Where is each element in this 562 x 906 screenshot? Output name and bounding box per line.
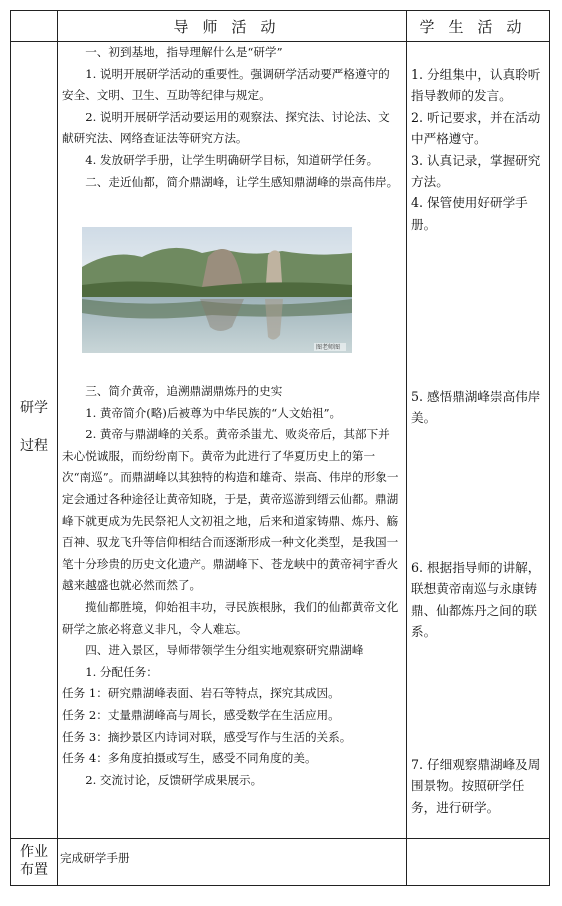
section-3-title: 三、简介黄帝，追溯鼎湖鼎炼丹的史实 <box>85 384 283 398</box>
teacher-column-header: 导师活动 <box>173 17 290 36</box>
task-4: 任务 4：多角度拍摄或写生，感受不同角度的美。 <box>62 751 317 766</box>
dinghu-peak-photo <box>82 227 352 353</box>
section-3-closing: 揽仙都胜境，仰始祖丰功，寻民族根脉，我们的仙都黄帝文化研学之旅必将意义非凡，令人难忘。 <box>62 599 399 636</box>
student-activity-5-block <box>411 386 543 429</box>
student-activity-6-block <box>411 557 543 643</box>
column-divider-left <box>57 11 58 885</box>
column-divider-right <box>406 11 407 885</box>
section-1-item-2: 2. 说明开展研学活动要运用的观察法、探究法、讨论法、文献研究法、网络查证法等研究方法。 <box>62 109 390 146</box>
section-4-sub-2: 2. 交流讨论，反馈研学成果展示。 <box>85 772 263 787</box>
section-3-item-1: 1. 黄帝简介(略)后被尊为中华民族的“人文始祖”。 <box>85 405 342 420</box>
section-1-title: 一、初到基地，指导理解什么是“研学” <box>85 45 283 59</box>
student-activities-top <box>411 64 543 235</box>
student-activity-5: 5. 感悟鼎湖峰崇高伟岸美。 <box>411 389 541 426</box>
process-row-label: 研学 过程 <box>20 400 48 454</box>
student-activity-1: 1. 分组集中，认真聆听指导教师的发言。 <box>411 67 541 104</box>
homework-row-label: 作业 布置 <box>20 844 48 878</box>
section-4-sub-1: 1. 分配任务： <box>85 664 158 679</box>
task-2: 任务 2：丈量鼎湖峰高与周长，感受数学在生活应用。 <box>62 707 340 722</box>
section-1-item-4: 4. 发放研学手册，让学生明确研学目标，知道研学任务。 <box>85 152 379 167</box>
student-column-header: 学生活动 <box>419 17 536 36</box>
task-3: 任务 3：摘抄景区内诗词对联，感受写作与生活的关系。 <box>62 729 352 744</box>
student-activity-3: 3. 认真记录，掌握研究方法。 <box>411 152 541 190</box>
homework-text: 完成研学手册 <box>60 851 130 865</box>
section-1-item-1: 1. 说明开展研学活动的重要性。强调研学活动要严格遵守的安全、文明、卫生、互助等纪律与规定。 <box>62 66 390 103</box>
task-1: 任务 1：研究鼎湖峰表面、岩石等特点，探究其成因。 <box>62 686 340 701</box>
teacher-activities-bottom <box>62 381 399 791</box>
section-2-title: 二、走近仙都，简介鼎湖峰，让学生感知鼎湖峰的崇高伟岸。 <box>85 174 399 189</box>
homework-divider <box>11 838 549 839</box>
photo-watermark: 图老师图 <box>316 344 341 351</box>
section-3-item-2: 2. 黄帝与鼎湖峰的关系。黄帝杀蚩尤、败炎帝后，其部下并未心悦诚服，而纷纷南下。黄帝为此进行了华夏历史上的第一次“南巡”。而鼎湖峰以其独特的构造和雄奇、崇高、伟岸的形象一定会通过各种途径让黄帝知晓，于是，黄帝巡游到缙云仙都。鼎湖峰下就更成为先民祭祀人文初祖之地，后来和道家铸鼎、炼丹、觞百神、驭龙飞升等信仰相结合而逐渐形成一种文化类型，是我国一笔十分珍贵的历史文化遗产。鼎湖峰下、苍龙峡中的黄帝祠宇香火越来越盛也就必然而然了。 <box>62 427 399 593</box>
student-activity-2: 2. 听记要求，并在活动中严格遵守。 <box>411 109 541 147</box>
student-activity-7-block <box>411 754 543 818</box>
student-activity-7: 7. 仔细观察鼎湖峰及周围景物。按照研学任务，进行研学。 <box>411 757 541 815</box>
student-activity-6: 6. 根据指导师的讲解，联想黄帝南巡与永康铸鼎、仙都炼丹之间的联系。 <box>411 560 541 640</box>
student-activity-4: 4. 保管使用好研学手册。 <box>411 195 528 232</box>
section-4-title: 四、进入景区，导师带领学生分组实地观察研究鼎湖峰 <box>85 643 364 658</box>
teacher-activities-top <box>62 42 399 193</box>
